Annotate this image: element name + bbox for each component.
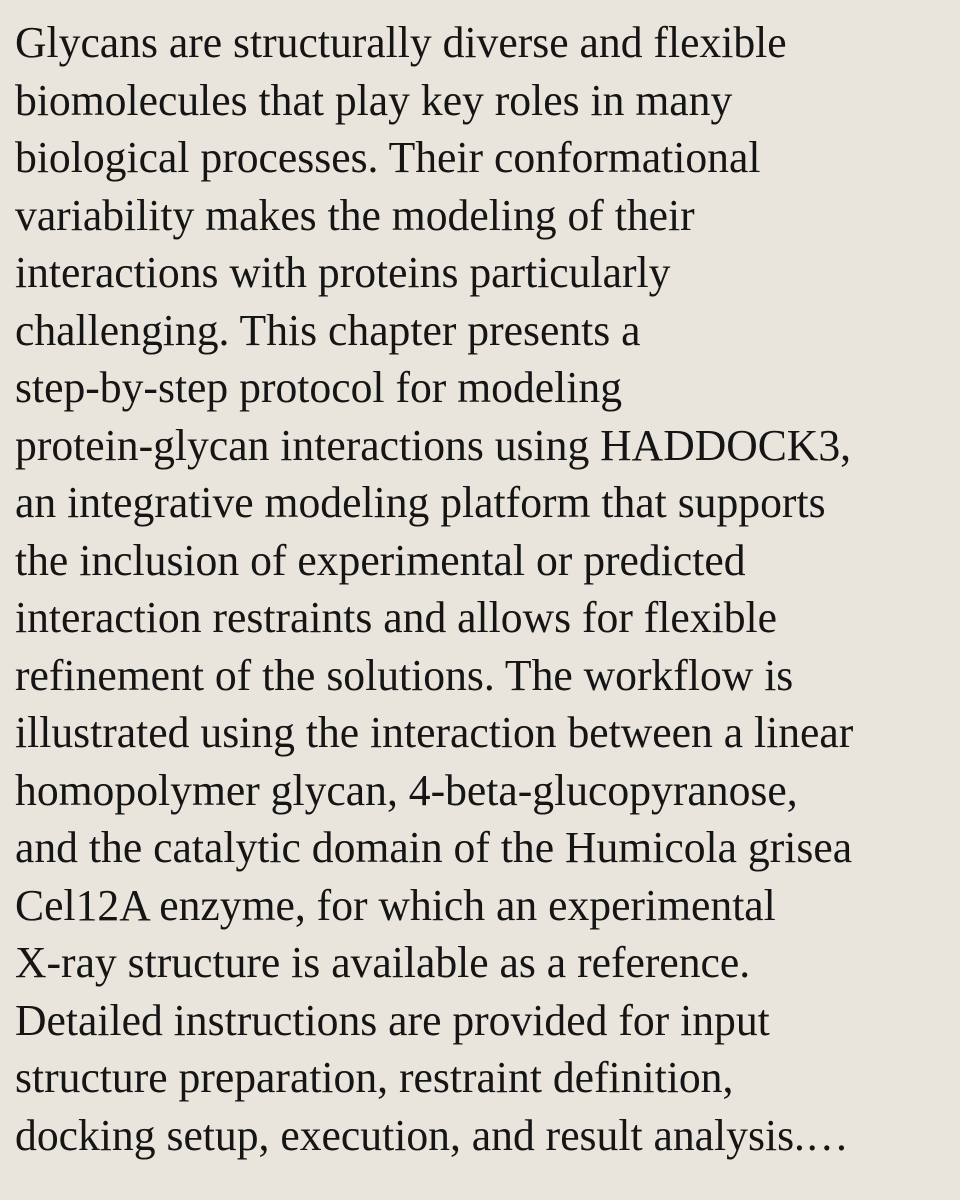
abstract-line: the inclusion of experimental or predicted [15, 535, 746, 585]
abstract-line: Glycans are structurally diverse and flexible [15, 18, 787, 67]
abstract-line: X-ray structure is available as a reference. [15, 938, 751, 987]
abstract-line: Cel12A enzyme, for which an experimental [15, 880, 776, 930]
abstract-line: biological processes. Their conformational [15, 133, 761, 182]
abstract-line: variability makes the modeling of their [15, 190, 695, 240]
abstract-line: and the catalytic domain of the Humicola grisea [15, 823, 853, 872]
abstract-line: docking setup, execution, and result analysis.… [15, 1110, 849, 1160]
abstract-line: an integrative modeling platform that supports [15, 478, 826, 527]
abstract-line: refinement of the solutions. The workflow is [15, 650, 794, 700]
abstract-line: Detailed instructions are provided for input [15, 995, 770, 1045]
abstract-line: interactions with proteins particularly [15, 248, 671, 297]
abstract-line: structure preparation, restraint definition, [15, 1053, 734, 1102]
abstract-line: illustrated using the interaction between a linear [15, 708, 854, 757]
abstract-line: biomolecules that play key roles in many [15, 75, 733, 125]
abstract-line: challenging. This chapter presents a [15, 305, 641, 355]
abstract-line: step-by-step protocol for modeling [15, 363, 623, 412]
abstract-line: protein-glycan interactions using HADDOCK3, [15, 420, 852, 470]
abstract-line: homopolymer glycan, 4-beta-glucopyranose, [15, 765, 798, 815]
abstract-line: interaction restraints and allows for flexible [15, 593, 778, 642]
